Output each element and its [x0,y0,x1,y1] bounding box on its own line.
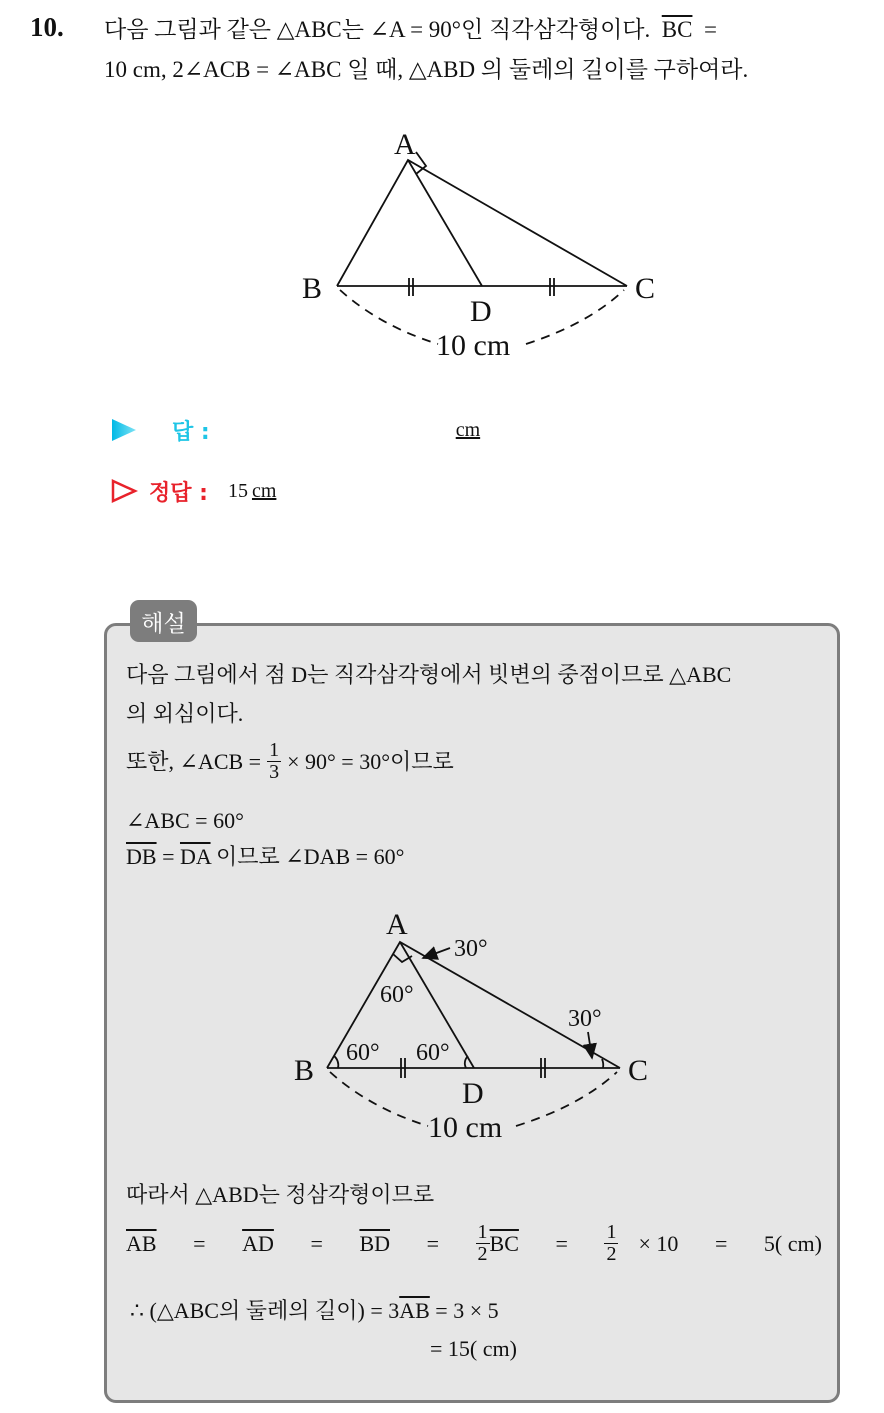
solution-line-3: 또한, ∠ACB = $\frac{1}{3}$ × 90° = 30°이므로 [126,739,454,783]
median-ad [408,160,482,286]
label-a: A [386,908,408,941]
dashed-arc-left [330,1072,428,1126]
length-label: 10 cm [436,329,511,362]
solution-line-2: 의 외심이다. [126,701,244,726]
solution-equation: $\overline{AB}$ = $\overline{AD}$ = $\overline{BD}$ = $\frac{1}{2}$ $\overline{BC}$ = $\frac{1}{2}$ × 10 = 5( cm) [126,1221,822,1265]
answer-unit: cm [455,418,481,441]
fraction-one-half-2: $\frac{1}{2}$ [606,1221,617,1265]
fraction-one-half: $\frac{1}{2}$ [477,1221,488,1265]
correct-answer-label: 정답 : [149,480,208,506]
solution-line-6: 따라서 △ABD는 정삼각형이므로 [126,1182,435,1207]
fraction-one-third: $\frac{1}{3}$ [269,739,280,783]
triangle-sides [337,160,627,286]
right-angle-mark [393,954,412,962]
correct-answer-unit: cm [251,479,277,502]
angle-arc-c [602,1059,603,1068]
angle-label-b-60: 60° [346,1040,380,1066]
angle-label-a-60: 60° [380,982,414,1008]
solution-line-1: 다음 그림에서 점 D는 직각삼각형에서 빗변의 중점이므로 △ABC [126,662,732,687]
answer-label: 답 : [172,419,210,445]
label-a: A [394,128,416,161]
tick-mark-bd [409,278,413,296]
solution-badge: 해설 [130,600,197,642]
dashed-arc-right [516,1072,617,1126]
solution-triangle-figure [290,900,670,1150]
label-d: D [470,295,492,328]
label-c: C [628,1054,649,1087]
right-angle-mark [416,152,426,174]
angle-label-c-30: 30° [568,1006,602,1032]
question-line-2: 10 cm, 2∠ACB = ∠ABC 일 때, △ABD 의 둘레의 길이를 구하여라. [104,57,749,82]
length-label: 10 cm [428,1111,503,1144]
arrow-30-c [588,1032,592,1058]
angle-arc-d [465,1056,468,1068]
play-outline-icon [110,478,140,504]
dashed-arc-left [340,290,438,344]
angle-label-a-30: 30° [454,936,488,962]
solution-line-4: ∠ABC = 60° [126,808,244,833]
play-filled-icon [110,417,140,443]
label-b: B [302,272,323,305]
label-d: D [462,1077,484,1110]
tick-mark-dc [550,278,554,296]
question-number: 10. [30,12,64,42]
angle-arc-b [334,1056,338,1068]
triangle-figure [290,118,670,368]
arrow-30-a [423,948,450,958]
solution-therefore: ∴ (△ABC의 둘레의 길이) = $3\overline{AB} = 3 \times 5$ [130,1298,499,1323]
label-c: C [635,272,656,305]
correct-answer-value: 15 [227,479,248,502]
question-line-1: 다음 그림과 같은 △ABC는 ∠A = 90°인 직각삼각형이다. $\overline{BC}$ = [104,17,717,42]
correct-answer-row [110,473,276,509]
label-b: B [294,1054,315,1087]
solution-final: = 15( cm) [430,1336,517,1361]
angle-label-d-60: 60° [416,1040,450,1066]
dashed-arc-right [526,290,624,344]
solution-line-5: $\overline{DB} = \overline{DA}$ 이므로 ∠DAB = 60° [126,844,405,869]
answer-row [110,412,480,448]
